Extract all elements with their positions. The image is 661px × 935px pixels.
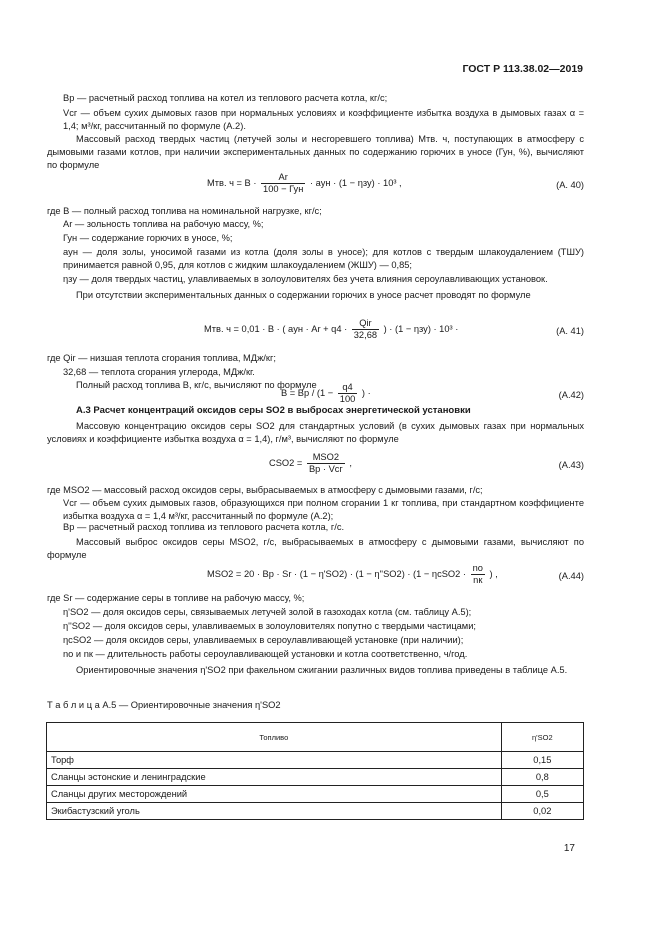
- table-row: Сланцы других месторождений 0,5: [47, 786, 584, 803]
- def-bp: Bр — расчетный расход топлива на котел из теплового расчета котла, кг/с;: [63, 93, 388, 103]
- equation-number: (А.44): [558, 571, 584, 581]
- equation-number: (А.42): [558, 390, 584, 400]
- equation-a40: Mтв. ч = B · $\frac{Ar}{\text{100 − Гун}}$ · aун · (1 − ηзу) · 10³ , (А. 40): [207, 172, 584, 194]
- def-line: η'SO2 — доля оксидов серы, связываемых летучей золой в газоходах котла (см. таблицу А.5);: [63, 607, 472, 617]
- def-line: Vсг — объем сухих дымовых газов, образующихся при полном сгорании 1 кг топлива, при стандартном коэффициенте избытка воздуха α = 1,4 м³/кг, рассчитанный по формуле (А.2);: [63, 498, 584, 522]
- table-header: Топливо: [47, 723, 502, 752]
- paragraph: При отсутствии экспериментальных данных о содержании горючих в уносе расчет проводят по формуле: [76, 290, 531, 300]
- table-row: Торф 0,15: [47, 752, 584, 769]
- def-line: где B — полный расход топлива на номинальной нагрузке, кг/с;: [47, 206, 322, 216]
- def-line: где MSO2 — массовый расход оксидов серы, выбрасываемых в атмосферу с дымовыми газами, г/с;: [47, 485, 483, 495]
- def-line: aун — доля золы, уносимой газами из котла (доля золы в уносе); для котлов с твердым шлакоудалением (ТШУ) принимается равной 0,95, для котлов с жидким шлакоудалением (ЖШУ) — 0,85;: [63, 247, 584, 271]
- def-line: Ar — зольность топлива на рабочую массу, %;: [63, 219, 264, 229]
- equation-a42: B = Bр / (1 − $\frac{q4}{100}$ ) · (А.42): [281, 382, 584, 404]
- table-header: η'SO2: [501, 723, 583, 752]
- paragraph: Ориентировочные значения η'SO2 при факельном сжигании различных видов топлива приведены в таблице А.5.: [76, 665, 568, 675]
- page-number: 17: [563, 843, 575, 854]
- paragraph: Массовый выброс оксидов серы MSO2, г/с, выбрасываемых в атмосферу с дымовыми газами, вычисляют по формуле: [47, 537, 584, 561]
- def-line: ηзу — доля твердых частиц, улавливаемых в золоуловителях без учета влияния сероулавливающих установок.: [63, 274, 548, 284]
- paragraph: Полный расход топлива B, кг/с, вычисляют по формуле: [76, 380, 317, 390]
- equation-a43: CSO2 = $\frac{\text{MSO2}}{\text{Bр · Vсг}}$ , (А.43): [269, 452, 584, 474]
- def-line: η''SO2 — доля оксидов серы, улавливаемых в золоуловителях попутно с твердыми частицами;: [63, 621, 476, 631]
- def-line: Гун — содержание горючих в уносе, %;: [63, 233, 233, 243]
- paragraph: Массовую концентрацию оксидов серы SO2 для стандартных условий (в сухих дымовых газах при нормальных условиях и коэффициенте избытка воздуха α = 1,4), г/м³, вычисляют по формуле: [47, 421, 584, 445]
- table-caption: Т а б л и ц а А.5 — Ориентировочные значения η'SO2: [47, 700, 281, 710]
- table-row: Экибастузский уголь 0,02: [47, 803, 584, 820]
- standard-header: ГОСТ Р 113.38.02—2019: [462, 63, 583, 75]
- def-line: Bр — расчетный расход топлива из теплового расчета котла, г/с.: [63, 522, 345, 532]
- def-vsg: Vсг — объем сухих дымовых газов при нормальных условиях и коэффициенте избытка воздуха в дымовых газах α = 1,4; м³/кг, рассчитанный по формуле (А.2).: [63, 108, 584, 132]
- paragraph: Массовый расход твердых частиц (летучей золы и несгоревшего топлива) Mтв. ч, поступающих в атмосферу с дымовыми газами котлов, при наличии экспериментальных данных по содержанию горючих в уносе (Гун, %), вычисляют по формуле: [47, 134, 584, 171]
- def-line: где Qir — низшая теплота сгорания топлива, МДж/кг;: [47, 353, 276, 363]
- table-a5: [46, 722, 584, 820]
- def-line: 32,68 — теплота сгорания углерода, МДж/кг.: [63, 367, 255, 377]
- def-line: ηcSO2 — доля оксидов серы, улавливаемых в сероулавливающей установке (при наличии);: [63, 635, 464, 645]
- equation-a44: MSO2 = 20 · Bр · Sr · (1 − η'SO2) · (1 − η''SO2) · (1 − ηcSO2 · $\frac{no}{nк}$ ) , (А.44): [207, 563, 584, 585]
- table-row: Сланцы эстонские и ленинградские 0,8: [47, 769, 584, 786]
- section-heading: А.3 Расчет концентраций оксидов серы SO2 в выбросах энергетической установки: [76, 405, 471, 416]
- equation-number: (А. 40): [556, 180, 584, 190]
- def-line: no и nк — длительность работы сероулавливающей установки и котла соответственно, ч/год.: [63, 649, 468, 659]
- equation-a41: Mтв. ч = 0,01 · B · ( aун · Ar + q4 · $\frac{\text{Qir}}{32,68}$ ) · (1 − ηзу) · 10³ · (А. 41): [204, 318, 584, 340]
- equation-number: (А. 41): [556, 326, 584, 336]
- equation-number: (А.43): [558, 460, 584, 470]
- def-line: где Sr — содержание серы в топливе на рабочую массу, %;: [47, 593, 305, 603]
